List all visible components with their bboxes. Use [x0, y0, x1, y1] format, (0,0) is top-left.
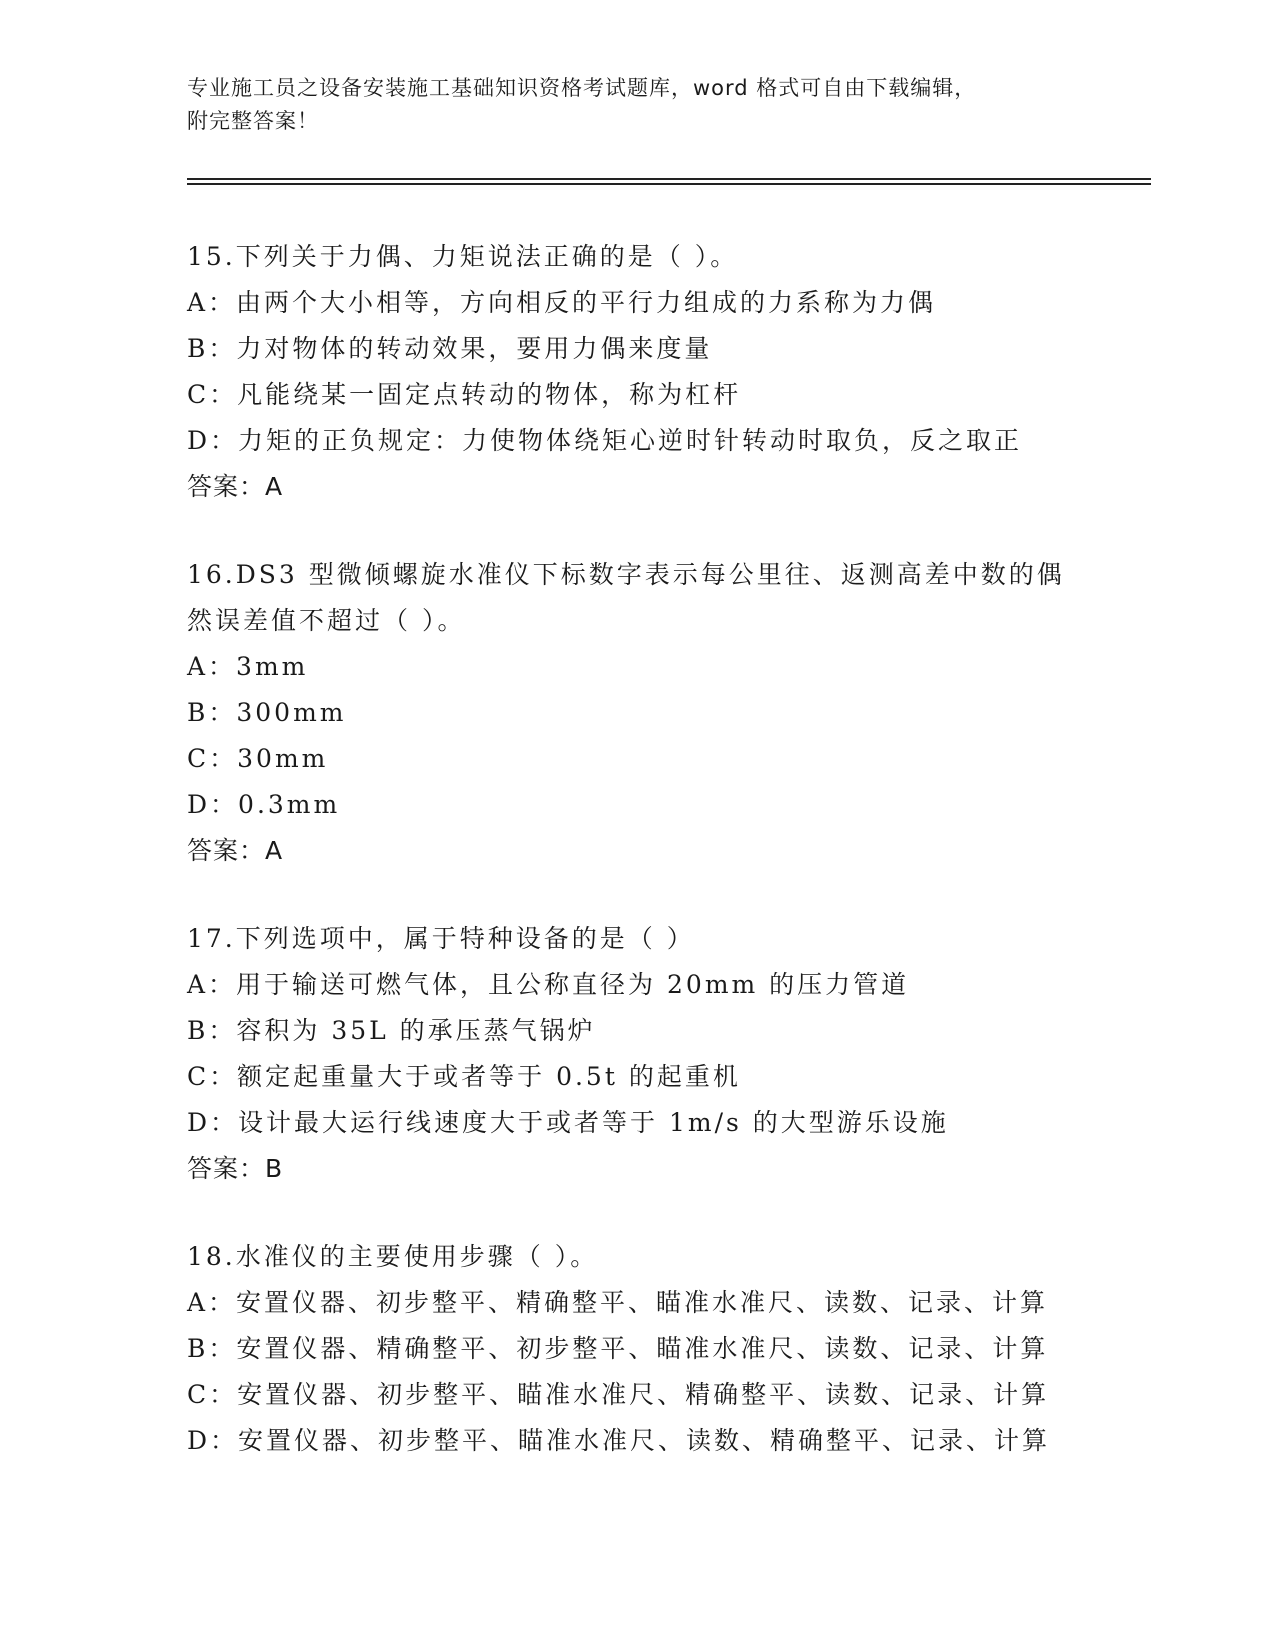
option-b: B：力对物体的转动效果，要用力偶来度量	[187, 334, 713, 363]
answer: 答案：A	[187, 836, 284, 865]
option-b: B：300mm	[187, 698, 347, 727]
question-18	[187, 1234, 1087, 1464]
option-d: D：设计最大运行线速度大于或者等于 1m/s 的大型游乐设施	[187, 1108, 949, 1137]
option-a: A：3mm	[187, 652, 309, 681]
answer: 答案：B	[187, 1154, 284, 1183]
header-divider-bottom	[187, 183, 1151, 185]
question-stem-continued: 然误差值不超过（ ）。	[187, 606, 466, 635]
question-17	[187, 916, 1087, 1192]
option-c: C：安置仪器、初步整平、瞄准水准尺、精确整平、读数、记录、计算	[187, 1380, 1050, 1409]
option-b: B：安置仪器、精确整平、初步整平、瞄准水准尺、读数、记录、计算	[187, 1334, 1049, 1363]
question-stem: 15.下列关于力偶、力矩说法正确的是（ ）。	[187, 242, 739, 271]
answer: 答案：A	[187, 472, 284, 501]
option-a: A：由两个大小相等，方向相反的平行力组成的力系称为力偶	[187, 288, 937, 317]
option-a: A：用于输送可燃气体，且公称直径为 20mm 的压力管道	[187, 970, 910, 999]
question-stem: 17.下列选项中，属于特种设备的是（ ）	[187, 924, 695, 953]
option-c: C：30mm	[187, 744, 329, 773]
option-d: D：力矩的正负规定：力使物体绕矩心逆时针转动时取负，反之取正	[187, 426, 1023, 455]
option-d: D：0.3mm	[187, 790, 341, 819]
question-stem: 18.水准仪的主要使用步骤（ ）。	[187, 1242, 599, 1271]
option-d: D：安置仪器、初步整平、瞄准水准尺、读数、精确整平、记录、计算	[187, 1426, 1051, 1455]
option-a: A：安置仪器、初步整平、精确整平、瞄准水准尺、读数、记录、计算	[187, 1288, 1049, 1317]
question-15	[187, 234, 1087, 510]
option-b: B：容积为 35L 的承压蒸气锅炉	[187, 1016, 596, 1045]
header-divider-top	[187, 178, 1151, 180]
header-line-2: 附完整答案！	[187, 109, 319, 133]
question-stem: 16.DS3 型微倾螺旋水准仪下标数字表示每公里往、返测高差中数的偶	[187, 560, 1065, 589]
option-c: C：凡能绕某一固定点转动的物体，称为杠杆	[187, 380, 742, 409]
option-c: C：额定起重量大于或者等于 0.5t 的起重机	[187, 1062, 741, 1091]
header-line-1: 专业施工员之设备安装施工基础知识资格考试题库，word 格式可自由下载编辑，	[187, 76, 977, 100]
question-16	[187, 552, 1087, 874]
document-header	[187, 72, 1087, 138]
